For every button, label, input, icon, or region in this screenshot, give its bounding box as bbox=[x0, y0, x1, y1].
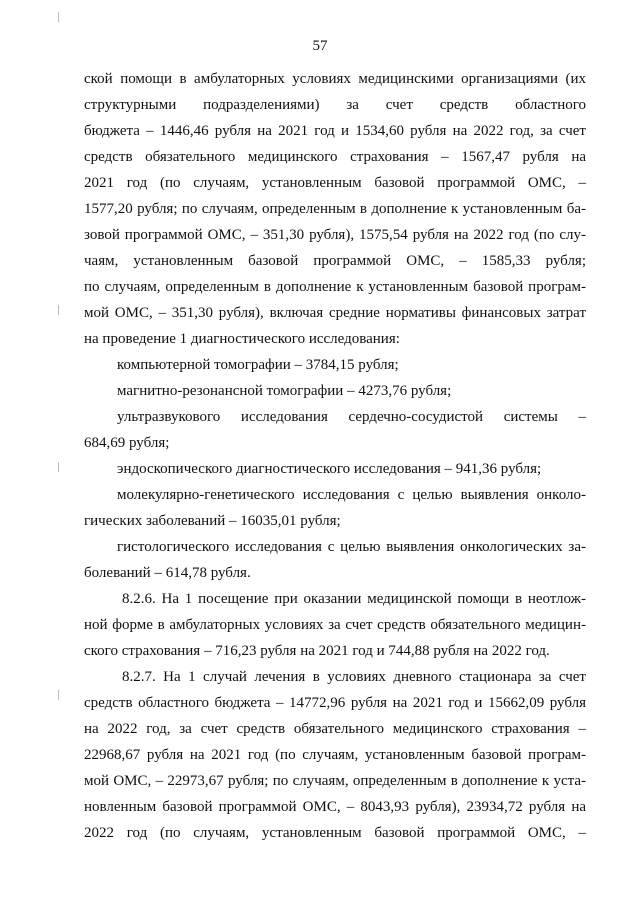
margin-mark bbox=[58, 462, 59, 472]
text-line: зовой программой ОМС, – 351,30 рубля), 1575,54 рубля на 2022 год (по слу- bbox=[84, 227, 586, 243]
list-item: магнитно-резонансной томографии – 4273,76 рубля; bbox=[117, 383, 452, 399]
text-line: на 2022 год, за счет средств обязательного медицинского страхования – bbox=[84, 721, 586, 737]
text-line: средств областного бюджета – 14772,96 рубля на 2021 год и 15662,09 рубля bbox=[84, 695, 586, 711]
text-line: ского страхования – 716,23 рубля на 2021 год и 744,88 рубля на 2022 год. bbox=[84, 643, 550, 659]
text-line: ной форме в амбулаторных условиях за счет средств обязательного медицин- bbox=[84, 617, 586, 633]
paragraph-first-line: 8.2.7. На 1 случай лечения в условиях дневного стационара за счет bbox=[122, 669, 586, 685]
text-line: 2022 год (по случаям, установленным базовой программой ОМС, – bbox=[84, 825, 586, 841]
text-line: 2021 год (по случаям, установленным базовой программой ОМС, – bbox=[84, 175, 586, 191]
list-item: молекулярно-генетического исследования с целью выявления онколо- bbox=[117, 487, 586, 503]
list-item: ультразвукового исследования сердечно-сосудистой системы – bbox=[117, 409, 586, 425]
list-item: эндоскопического диагностического исследования – 941,36 рубля; bbox=[117, 461, 542, 477]
text-line: гических заболеваний – 16035,01 рубля; bbox=[84, 513, 341, 529]
text-line: структурными подразделениями) за счет средств областного bbox=[84, 97, 586, 113]
list-item: компьютерной томографии – 3784,15 рубля; bbox=[117, 357, 399, 373]
text-line: ской помощи в амбулаторных условиях медицинскими организациями (их bbox=[84, 71, 586, 87]
list-item: гистологического исследования с целью выявления онкологических за- bbox=[117, 539, 586, 555]
text-line: по случаям, определенным в дополнение к установленным базовой програм- bbox=[84, 279, 586, 295]
text-line: новленным базовой программой ОМС, – 8043,93 рубля), 23934,72 рубля на bbox=[84, 799, 586, 815]
margin-mark bbox=[58, 690, 59, 700]
text-line: бюджета – 1446,46 рубля на 2021 год и 1534,60 рубля на 2022 год, за счет bbox=[84, 123, 586, 139]
text-line: средств обязательного медицинского страхования – 1567,47 рубля на bbox=[84, 149, 586, 165]
text-line: мой ОМС, – 351,30 рубля), включая средние нормативы финансовых затрат bbox=[84, 305, 586, 321]
text-line: 684,69 рубля; bbox=[84, 435, 170, 451]
margin-mark bbox=[58, 305, 59, 315]
text-line: чаям, установленным базовой программой ОМС, – 1585,33 рубля; bbox=[84, 253, 586, 269]
text-line: болеваний – 614,78 рубля. bbox=[84, 565, 251, 581]
paragraph-first-line: 8.2.6. На 1 посещение при оказании медицинской помощи в неотлож- bbox=[122, 591, 586, 607]
text-line: мой ОМС, – 22973,67 рубля; по случаям, определенным в дополнение к уста- bbox=[84, 773, 586, 789]
page-number: 57 bbox=[312, 38, 328, 54]
margin-mark bbox=[58, 12, 59, 22]
text-line: 1577,20 рубля; по случаям, определенным в дополнение к установленным ба- bbox=[84, 201, 586, 217]
text-line: на проведение 1 диагностического исследования: bbox=[84, 331, 400, 347]
text-line: 22968,67 рубля на 2021 год (по случаям, установленным базовой програм- bbox=[84, 747, 586, 763]
